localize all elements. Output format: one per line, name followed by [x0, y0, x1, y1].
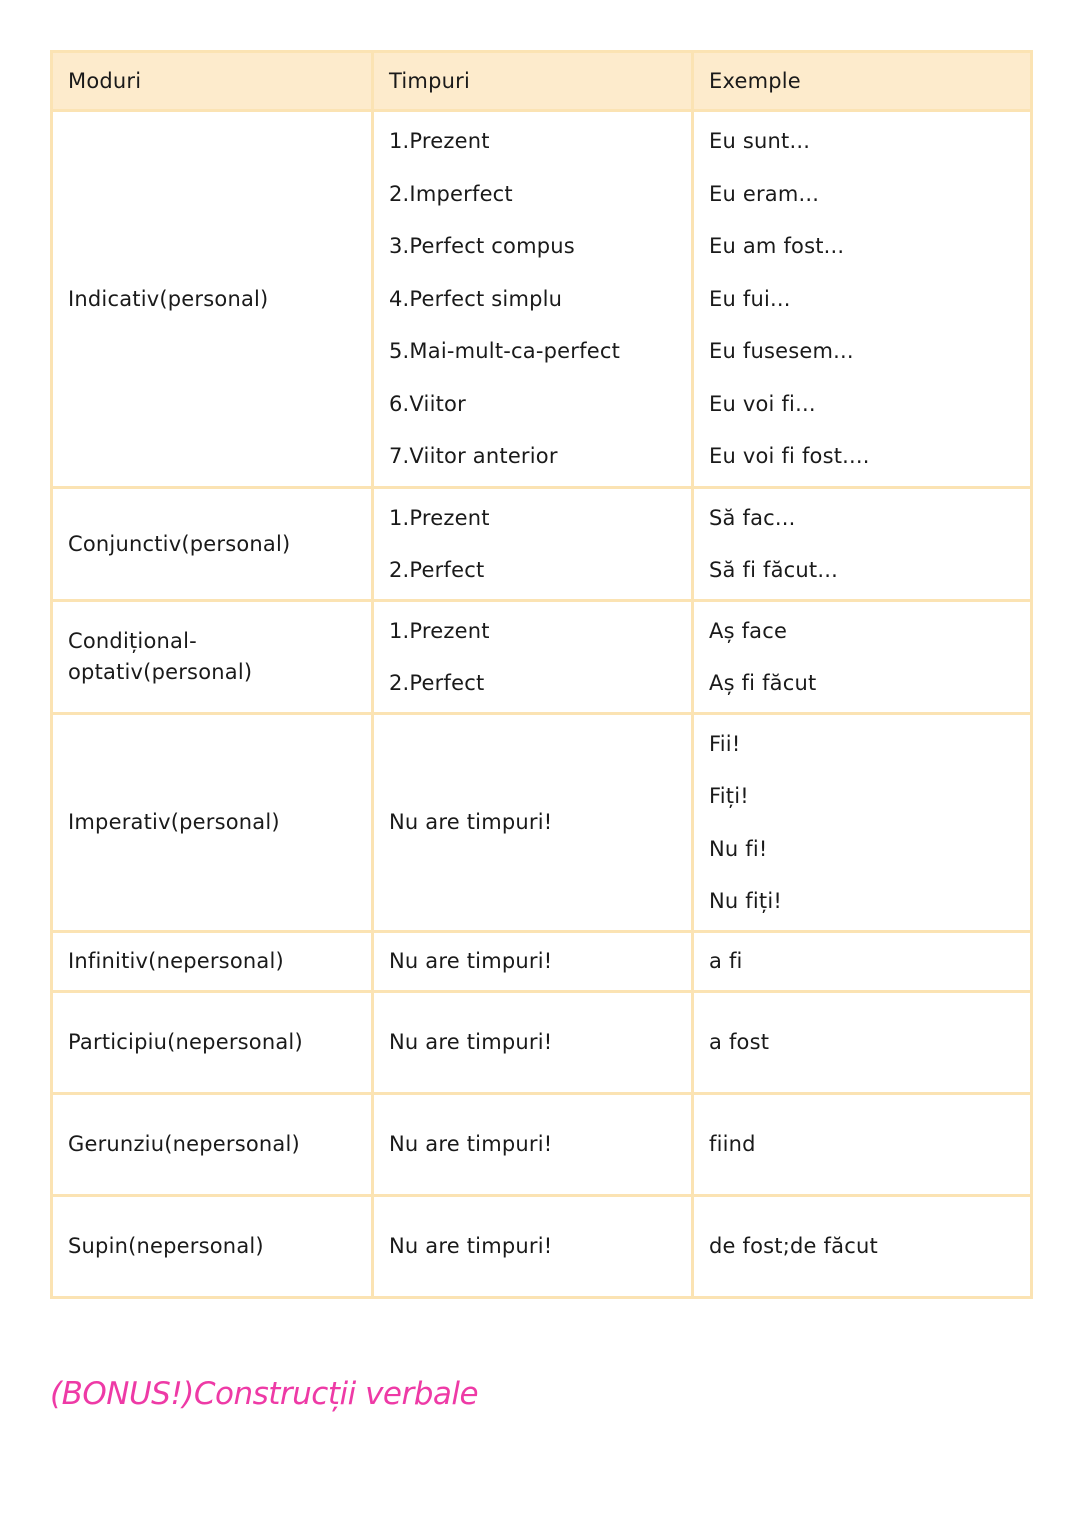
- verb-modes-table: [50, 50, 1033, 1299]
- example-item: Să fi făcut...: [709, 558, 838, 582]
- examples-cell: [693, 932, 1032, 992]
- tense-item: 4.Perfect simplu: [389, 286, 563, 311]
- tenses-cell: [373, 111, 693, 488]
- tense-item: 1.Prezent: [389, 129, 490, 154]
- examples-cell: [693, 1094, 1032, 1196]
- example-item: Eu voi fi fost....: [709, 444, 870, 469]
- examples-cell: [693, 714, 1032, 932]
- mode-label: Supin(nepersonal): [68, 1234, 264, 1259]
- mode-cell: [52, 111, 373, 488]
- example-item: de fost;de făcut: [709, 1234, 878, 1259]
- header-moduri: Moduri: [52, 52, 373, 111]
- table-row: [52, 601, 1032, 714]
- tense-item: 5.Mai-mult-ca-perfect: [389, 339, 621, 364]
- mode-cell: [52, 1094, 373, 1196]
- examples-cell: [693, 111, 1032, 488]
- example-item: Fiți!: [709, 784, 749, 808]
- example-item: fiind: [709, 1132, 756, 1157]
- tenses-cell: [373, 601, 693, 714]
- tense-item: Nu are timpuri!: [389, 1234, 553, 1259]
- table-row: [52, 111, 1032, 488]
- mode-cell: [52, 1196, 373, 1298]
- tense-item: Nu are timpuri!: [389, 1030, 553, 1055]
- table-row: [52, 488, 1032, 601]
- tense-item: 3.Perfect compus: [389, 234, 575, 259]
- table-row: [52, 714, 1032, 932]
- tense-item: 7.Viitor anterior: [389, 444, 558, 469]
- tense-item: Nu are timpuri!: [389, 810, 553, 835]
- example-item: Să fac...: [709, 505, 796, 530]
- tenses-cell: [373, 714, 693, 932]
- tense-item: 1.Prezent: [389, 505, 490, 530]
- tense-item: 6.Viitor: [389, 391, 466, 416]
- mode-label: Indicativ(personal): [68, 286, 269, 311]
- example-item: Aș face: [709, 618, 788, 643]
- example-item: Nu fiți!: [709, 889, 783, 913]
- mode-cell: [52, 601, 373, 714]
- table-row: [52, 932, 1032, 992]
- mode-label: Conjunctiv(personal): [68, 531, 291, 556]
- example-item: Eu fui...: [709, 286, 791, 311]
- mode-label: Infinitiv(nepersonal): [68, 949, 284, 974]
- mode-label: Participiu(nepersonal): [68, 1030, 303, 1055]
- tense-item: Nu are timpuri!: [389, 949, 553, 974]
- examples-cell: [693, 992, 1032, 1094]
- mode-cell: [52, 932, 373, 992]
- example-item: Aș fi făcut: [709, 671, 817, 695]
- tenses-cell: [373, 1094, 693, 1196]
- example-item: Eu fusesem...: [709, 339, 854, 364]
- example-item: Eu sunt...: [709, 129, 811, 154]
- tenses-cell: [373, 932, 693, 992]
- table-row: [52, 992, 1032, 1094]
- example-item: a fost: [709, 1030, 770, 1055]
- example-item: Fii!: [709, 731, 741, 756]
- examples-cell: [693, 488, 1032, 601]
- tenses-cell: [373, 488, 693, 601]
- mode-cell: [52, 488, 373, 601]
- table-header-row: [52, 52, 1032, 111]
- tense-item: 2.Imperfect: [389, 181, 513, 206]
- table-row: [52, 1094, 1032, 1196]
- mode-label: Condițional-: [68, 629, 197, 653]
- tense-item: 2.Perfect: [389, 671, 485, 695]
- tenses-cell: [373, 1196, 693, 1298]
- example-item: Eu voi fi...: [709, 391, 816, 416]
- example-item: Eu am fost...: [709, 234, 845, 259]
- mode-label: Imperativ(personal): [68, 810, 280, 835]
- tense-item: Nu are timpuri!: [389, 1132, 553, 1157]
- table-row: [52, 1196, 1032, 1298]
- tense-item: 2.Perfect: [389, 558, 485, 582]
- mode-cell: [52, 992, 373, 1094]
- bonus-heading: (BONUS!)Construcții verbale: [50, 1376, 479, 1412]
- tense-item: 1.Prezent: [389, 618, 490, 643]
- examples-cell: [693, 1196, 1032, 1298]
- example-item: Nu fi!: [709, 836, 768, 861]
- header-timpuri: Timpuri: [373, 52, 693, 111]
- example-item: a fi: [709, 949, 743, 974]
- tenses-cell: [373, 992, 693, 1094]
- example-item: Eu eram...: [709, 181, 820, 206]
- header-exemple: Exemple: [693, 52, 1032, 111]
- mode-label: Gerunziu(nepersonal): [68, 1132, 300, 1157]
- examples-cell: [693, 601, 1032, 714]
- mode-label: optativ(personal): [68, 660, 253, 684]
- mode-cell: [52, 714, 373, 932]
